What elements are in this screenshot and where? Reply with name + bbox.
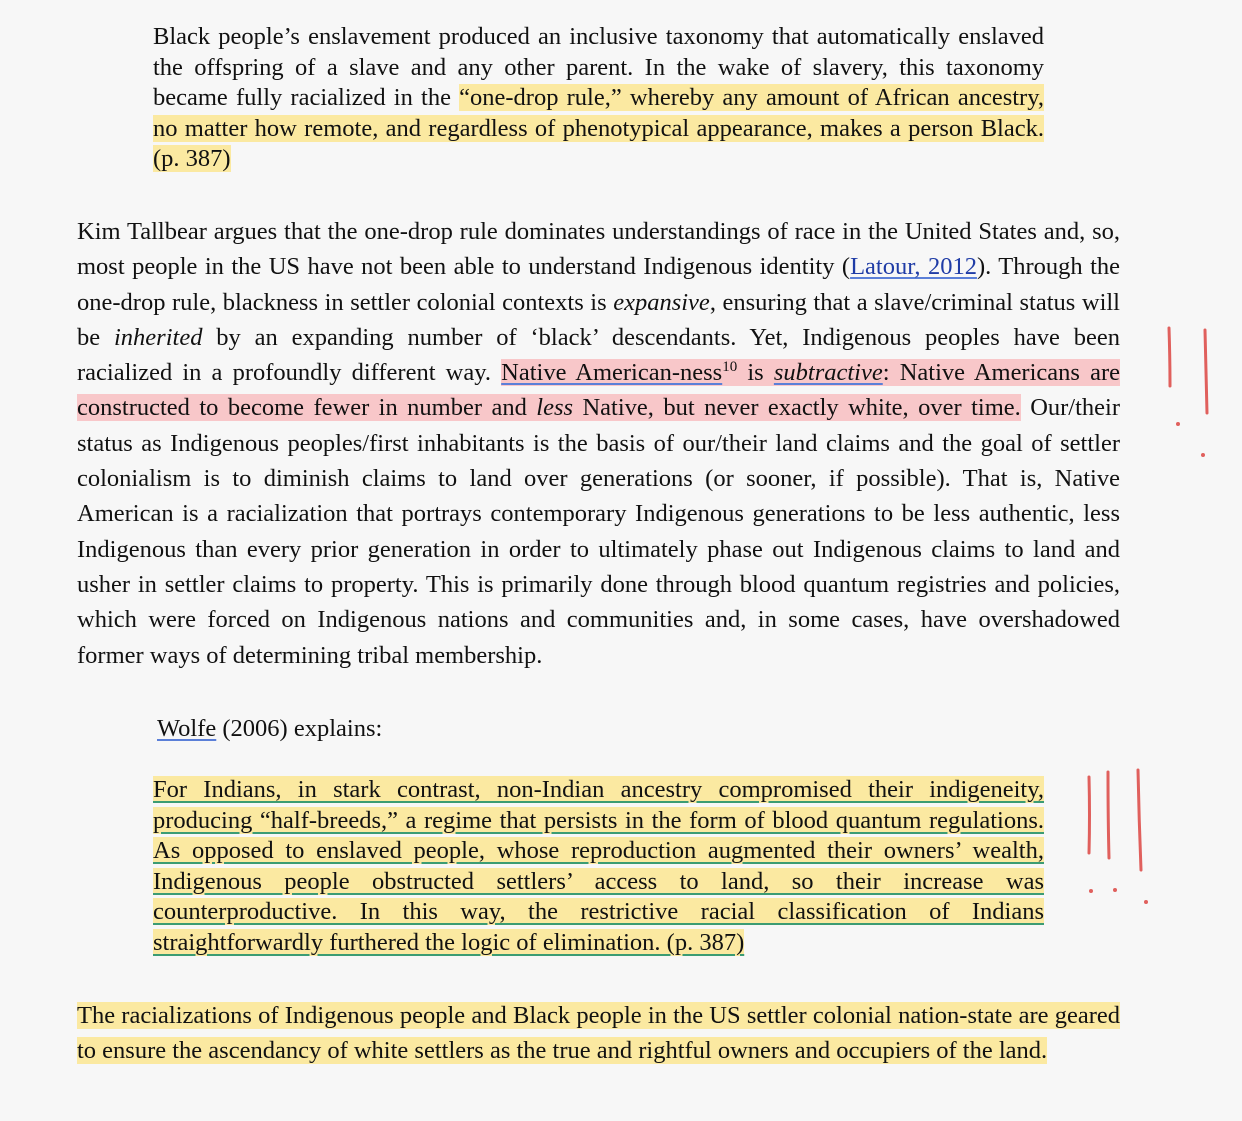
text-run: , ensuring that a slave/criminal status will be: [77, 288, 1120, 351]
text-run: Native, but never exactly white, over time.: [573, 394, 1021, 422]
emphasis-text: less: [536, 394, 574, 422]
pen-dot: [1144, 900, 1148, 904]
text-run: is: [737, 359, 774, 387]
emphasis-text: subtractive: [773, 359, 883, 387]
pen-exclamation-stroke: [1089, 777, 1090, 853]
text-run: : Native Americans are constructed to become fewer in number and: [77, 359, 1120, 422]
text-run: ). Through the one-drop rule, blackness in settler colonial contexts is: [77, 253, 1120, 316]
pen-exclamation-stroke: [1138, 770, 1141, 870]
text-run: Our/their status as Indigenous peoples/first inhabitants is the basis of our/their land claims and the goal of settler colonialism is to diminish claims to land over generations (or sooner, if possible). That is, Native American is a racialization that portrays contemporary Indigenous generations to be less authentic, less Indigenous than every prior generation in order to ultimately phase out Indigenous claims to land and usher in settler claims to property. This is primarily done through blood quantum registries and policies, which were forced on Indigenous nations and communities and, in some cases, have overshadowed former ways of determining tribal membership.: [77, 394, 1120, 669]
block-quote-plain-text: Black people’s enslavement produced an inclusive taxonomy that automatically enslaved the offspring of a slave and any other parent. In the wake of slavery, this taxonomy became fully racialized in the: [153, 23, 1044, 112]
pen-exclamation-stroke: [1205, 330, 1207, 413]
pen-exclamation-stroke: [1169, 328, 1170, 386]
pen-dot: [1113, 888, 1117, 892]
pen-dot: [1089, 889, 1093, 893]
text-run: by an expanding number of ‘black’ descendants. Yet, Indigenous peoples have been racialized in a profoundly different way.: [77, 323, 1120, 387]
author-citation[interactable]: Wolfe: [157, 715, 217, 742]
pen-exclamation-stroke: [1108, 772, 1109, 858]
pen-dot: [1176, 422, 1180, 426]
pen-dot: [1201, 453, 1205, 457]
text-run: Kim Tallbear argues that the one-drop rule dominates understandings of race in the United States and, so, most people in the US have not been able to understand Indigenous identity (: [77, 218, 1120, 281]
footnote-marker[interactable]: 10: [722, 359, 738, 376]
yellow-highlight-underlined: For Indians, in stark contrast, non-Indian ancestry compromised their indigeneity, producing “half-breeds,” a regime that persists in the form of blood quantum regulations. As opposed to enslaved people, whose reproduction augmented their owners’ wealth, Indigenous people obstructed settlers’ access to land, so their increase was counterproductive. In this way, the restrictive racial classification of Indians straightforwardly furthered the logic of elimination. (p. 387): [153, 776, 1044, 956]
citation-link[interactable]: Latour, 2012: [850, 253, 977, 281]
emphasis-text: inherited: [113, 323, 203, 351]
highlighted-term: Native American-ness: [501, 359, 723, 387]
yellow-highlight: “one-drop rule,” whereby any amount of African ancestry, no matter how remote, and regardless of phenotypical appearance, makes a person Black. (p. 387): [153, 84, 1045, 173]
yellow-highlight: The racializations of Indigenous people and Black people in the US settler colonial nation-state are geared to ensure the ascendancy of white settlers as the true and rightful owners and occupiers of the land.: [77, 1002, 1120, 1065]
emphasis-text: expansive: [613, 288, 710, 316]
text-run: (2006) explains:: [216, 715, 383, 742]
